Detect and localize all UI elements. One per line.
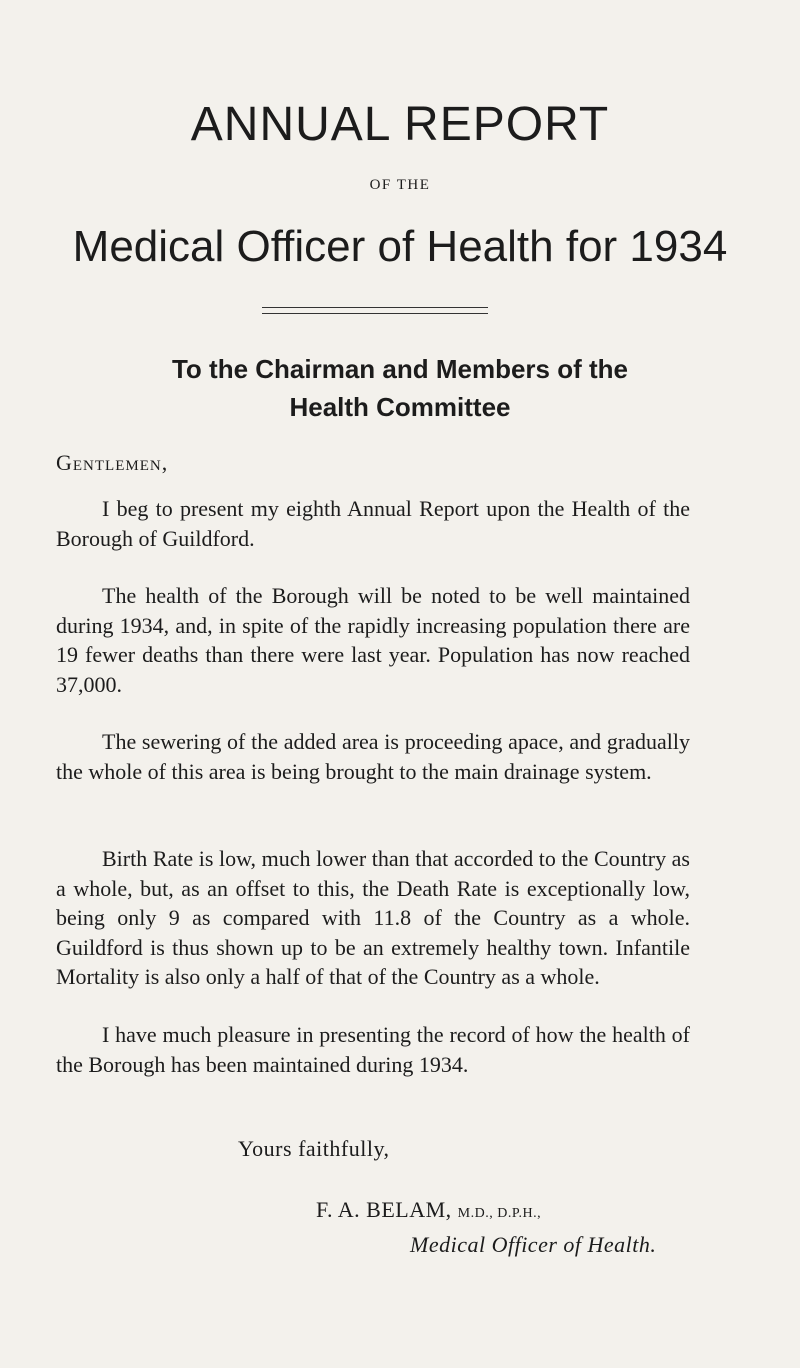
report-of-the: OF THE [369, 177, 431, 193]
report-title: ANNUAL REPORT [190, 98, 610, 151]
paragraph-3: The sewering of the added area is proceeding apace, and gradually the whole of this area is being brought to the main drainage system. [56, 729, 690, 784]
closing: Yours faithfully, [238, 1136, 390, 1161]
address-line-2: Health Committee [289, 392, 511, 422]
signature-block [316, 1197, 541, 1223]
paragraph-5: I have much pleasure in presenting the record of how the health of the Borough has been maintained during 1934. [56, 1022, 690, 1077]
paragraph-2: The health of the Borough will be noted to be well maintained during 1934, and, in spite of the rapidly increasing population there are 19 fewer deaths than there were last year. Population has now reached 37,000. [56, 583, 690, 697]
signer-credentials: M.D., D.P.H., [457, 1206, 542, 1221]
signer-title: Medical Officer of Health. [410, 1232, 657, 1257]
divider-rule-bottom [262, 313, 488, 314]
paragraph-4: Birth Rate is low, much lower than that accorded to the Country as a whole, but, as an offset to this, the Death Rate is exceptionally low, being only 9 as compared with 11.8 of the Country as a whole. Guildford is thus shown up to be an extremely healthy town. Infantile Mortality is also only a half of that of the Country as a whole. [56, 846, 690, 989]
address-block [0, 350, 800, 426]
salutation: Gentlemen, [56, 450, 169, 475]
address-line-1: To the Chairman and Members of the [171, 354, 628, 384]
paragraph-1: I beg to present my eighth Annual Report upon the Health of the Borough of Guildford. [56, 496, 690, 551]
signer-name: F. A. BELAM, [316, 1197, 452, 1222]
report-subtitle: Medical Officer of Health for 1934 [72, 222, 728, 271]
divider-rule-top [262, 307, 488, 308]
